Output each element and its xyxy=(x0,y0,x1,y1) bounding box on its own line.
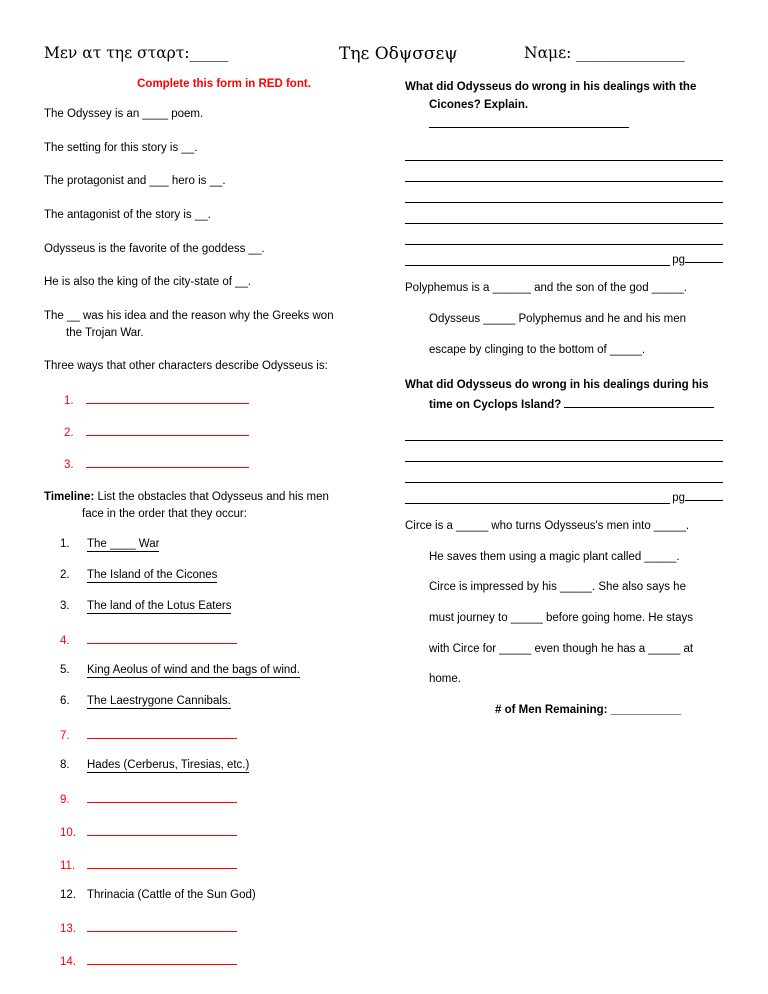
circe-line-6[interactable]: home. xyxy=(429,673,461,686)
statement-city-state[interactable]: He is also the king of the city-state of __. xyxy=(44,276,252,289)
row-number: 4. xyxy=(60,635,70,648)
men-remaining-field[interactable]: # of Men Remaining: ___________ xyxy=(495,704,681,716)
polyphemus-line-2[interactable]: Odysseus _____ Polyphemus and he and his men xyxy=(429,312,686,325)
statement-odyssey-poem[interactable]: The Odyssey is an ____ poem. xyxy=(44,108,204,120)
statement-trojan-war-line1: The __ was his idea and the reason why the Greeks won xyxy=(44,310,334,323)
row-number: 9. xyxy=(60,794,70,807)
answer-line[interactable] xyxy=(405,441,723,462)
row-blank[interactable] xyxy=(87,790,237,803)
name-field[interactable]: Ναμε: ______________ xyxy=(524,44,685,62)
statement-protagonist[interactable]: The protagonist and ___ hero is __. xyxy=(44,175,226,188)
polyphemus-line-1[interactable]: Polyphemus is a ______ and the son of the god _____. xyxy=(405,282,687,295)
table-row[interactable] xyxy=(44,952,374,968)
timeline-prompt-line2: face in the order that they occur: xyxy=(82,507,247,520)
list-item[interactable] xyxy=(44,392,374,407)
answer-blank[interactable] xyxy=(86,456,249,468)
table-row[interactable] xyxy=(44,790,374,806)
three-ways-list xyxy=(44,392,374,471)
table-row[interactable] xyxy=(44,759,374,773)
answer-line-with-page[interactable] xyxy=(405,245,723,266)
question-cicones xyxy=(405,78,723,134)
row-text[interactable]: The ____ War xyxy=(87,538,160,551)
row-number: 5. xyxy=(60,664,70,677)
list-item[interactable] xyxy=(44,456,374,471)
page-number-field[interactable] xyxy=(670,492,723,504)
table-row[interactable] xyxy=(44,695,374,709)
answer-line[interactable] xyxy=(405,161,723,182)
page-label: pg xyxy=(672,491,685,504)
answer-line[interactable] xyxy=(405,462,723,483)
polyphemus-line-3[interactable]: escape by clinging to the bottom of _____. xyxy=(429,343,646,356)
row-number: 6. xyxy=(60,695,70,708)
row-blank[interactable] xyxy=(87,856,237,869)
circe-line-4[interactable]: must journey to _____ before going home. He stays xyxy=(429,611,694,624)
page-header xyxy=(44,44,728,72)
question-cyclops-line2 xyxy=(405,395,723,414)
statement-three-ways: Three ways that other characters describe Odysseus is: xyxy=(44,360,328,373)
page-title: Τηε Οδψσσεψ xyxy=(339,44,458,64)
right-column xyxy=(405,78,723,716)
row-number: 14. xyxy=(60,956,76,969)
answer-line[interactable] xyxy=(405,420,723,441)
table-row[interactable] xyxy=(44,631,374,647)
statement-trojan-war[interactable] xyxy=(44,308,374,341)
table-row[interactable] xyxy=(44,919,374,935)
table-row[interactable] xyxy=(44,600,374,614)
list-item-number: 2. xyxy=(64,427,74,440)
row-number: 11. xyxy=(60,860,76,873)
row-number: 7. xyxy=(60,730,70,743)
row-number: 12. xyxy=(60,889,76,902)
statement-setting[interactable]: The setting for this story is __. xyxy=(44,141,198,154)
timeline-list xyxy=(44,538,374,968)
row-text[interactable]: The Laestrygone Cannibals. xyxy=(87,695,231,708)
row-number: 3. xyxy=(60,600,70,613)
circe-line-5[interactable]: with Circe for _____ even though he has a _____ at xyxy=(429,642,694,655)
answer-line[interactable] xyxy=(405,182,723,203)
question-cicones-line1: What did Odysseus do wrong in his dealings with the xyxy=(405,81,697,93)
row-text[interactable]: Hades (Cerberus, Tiresias, etc.) xyxy=(87,759,250,772)
row-blank[interactable] xyxy=(87,631,237,644)
row-number: 10. xyxy=(60,827,76,840)
table-row[interactable] xyxy=(44,569,374,583)
row-blank[interactable] xyxy=(87,952,237,965)
circe-line-1[interactable]: Circe is a _____ who turns Odysseus's men into _____. xyxy=(405,519,690,532)
question-cyclops-line2-text: time on Cyclops Island? xyxy=(429,398,562,411)
page-blank[interactable] xyxy=(685,500,723,501)
question-cyclops-line1: What did Odysseus do wrong in his dealings during his xyxy=(405,379,709,392)
row-blank[interactable] xyxy=(87,726,237,739)
table-row[interactable] xyxy=(44,664,374,678)
statement-trojan-war-line2: the Trojan War. xyxy=(66,326,144,339)
circe-line-3[interactable]: Circe is impressed by his _____. She also says he xyxy=(429,581,686,594)
timeline-prompt-line1: List the obstacles that Odysseus and his men xyxy=(94,491,329,504)
answer-blank[interactable] xyxy=(564,395,714,408)
table-row[interactable] xyxy=(44,856,374,872)
row-blank[interactable] xyxy=(87,919,237,932)
page-blank[interactable] xyxy=(685,262,723,263)
table-row[interactable] xyxy=(44,823,374,839)
circe-line-2[interactable]: He saves them using a magic plant called _____. xyxy=(429,550,680,563)
answer-line[interactable] xyxy=(405,224,723,245)
table-row[interactable] xyxy=(44,538,374,552)
page-label: pg xyxy=(672,254,685,267)
row-blank[interactable] xyxy=(87,823,237,836)
list-item-number: 1. xyxy=(64,395,74,408)
question-cicones-line2-text: Cicones? Explain. xyxy=(429,99,529,112)
red-font-instruction: Complete this form in RED font. xyxy=(137,78,311,90)
row-text[interactable]: King Aeolus of wind and the bags of wind. xyxy=(87,664,300,677)
page-number-field[interactable] xyxy=(670,254,723,266)
answer-line[interactable] xyxy=(405,203,723,224)
row-text[interactable]: The land of the Lotus Eaters xyxy=(87,600,232,613)
answer-line[interactable] xyxy=(405,140,723,161)
row-number: 8. xyxy=(60,759,70,772)
answer-blank[interactable] xyxy=(429,115,629,128)
answer-blank[interactable] xyxy=(86,392,249,404)
statement-goddess[interactable]: Odysseus is the favorite of the goddess __. xyxy=(44,242,265,255)
row-text[interactable]: The Island of the Cicones xyxy=(87,569,218,582)
men-at-start-field[interactable]: Μεν ατ τηε σταρτ:_____ xyxy=(44,44,229,62)
table-row[interactable] xyxy=(44,889,374,902)
question-cyclops-island xyxy=(405,376,723,414)
left-column xyxy=(44,78,374,985)
answer-line-with-page[interactable] xyxy=(405,483,723,504)
list-item[interactable] xyxy=(44,424,374,439)
table-row[interactable] xyxy=(44,726,374,742)
row-number: 13. xyxy=(60,923,76,936)
question-cicones-line2 xyxy=(405,96,723,134)
row-number: 1. xyxy=(60,538,70,551)
timeline-prompt xyxy=(44,489,374,522)
list-item-number: 3. xyxy=(64,459,74,472)
statement-antagonist[interactable]: The antagonist of the story is __. xyxy=(44,209,211,222)
row-number: 2. xyxy=(60,569,70,582)
answer-blank[interactable] xyxy=(86,424,249,436)
timeline-label: Timeline: xyxy=(44,491,95,504)
row-text: Thrinacia (Cattle of the Sun God) xyxy=(87,889,256,902)
